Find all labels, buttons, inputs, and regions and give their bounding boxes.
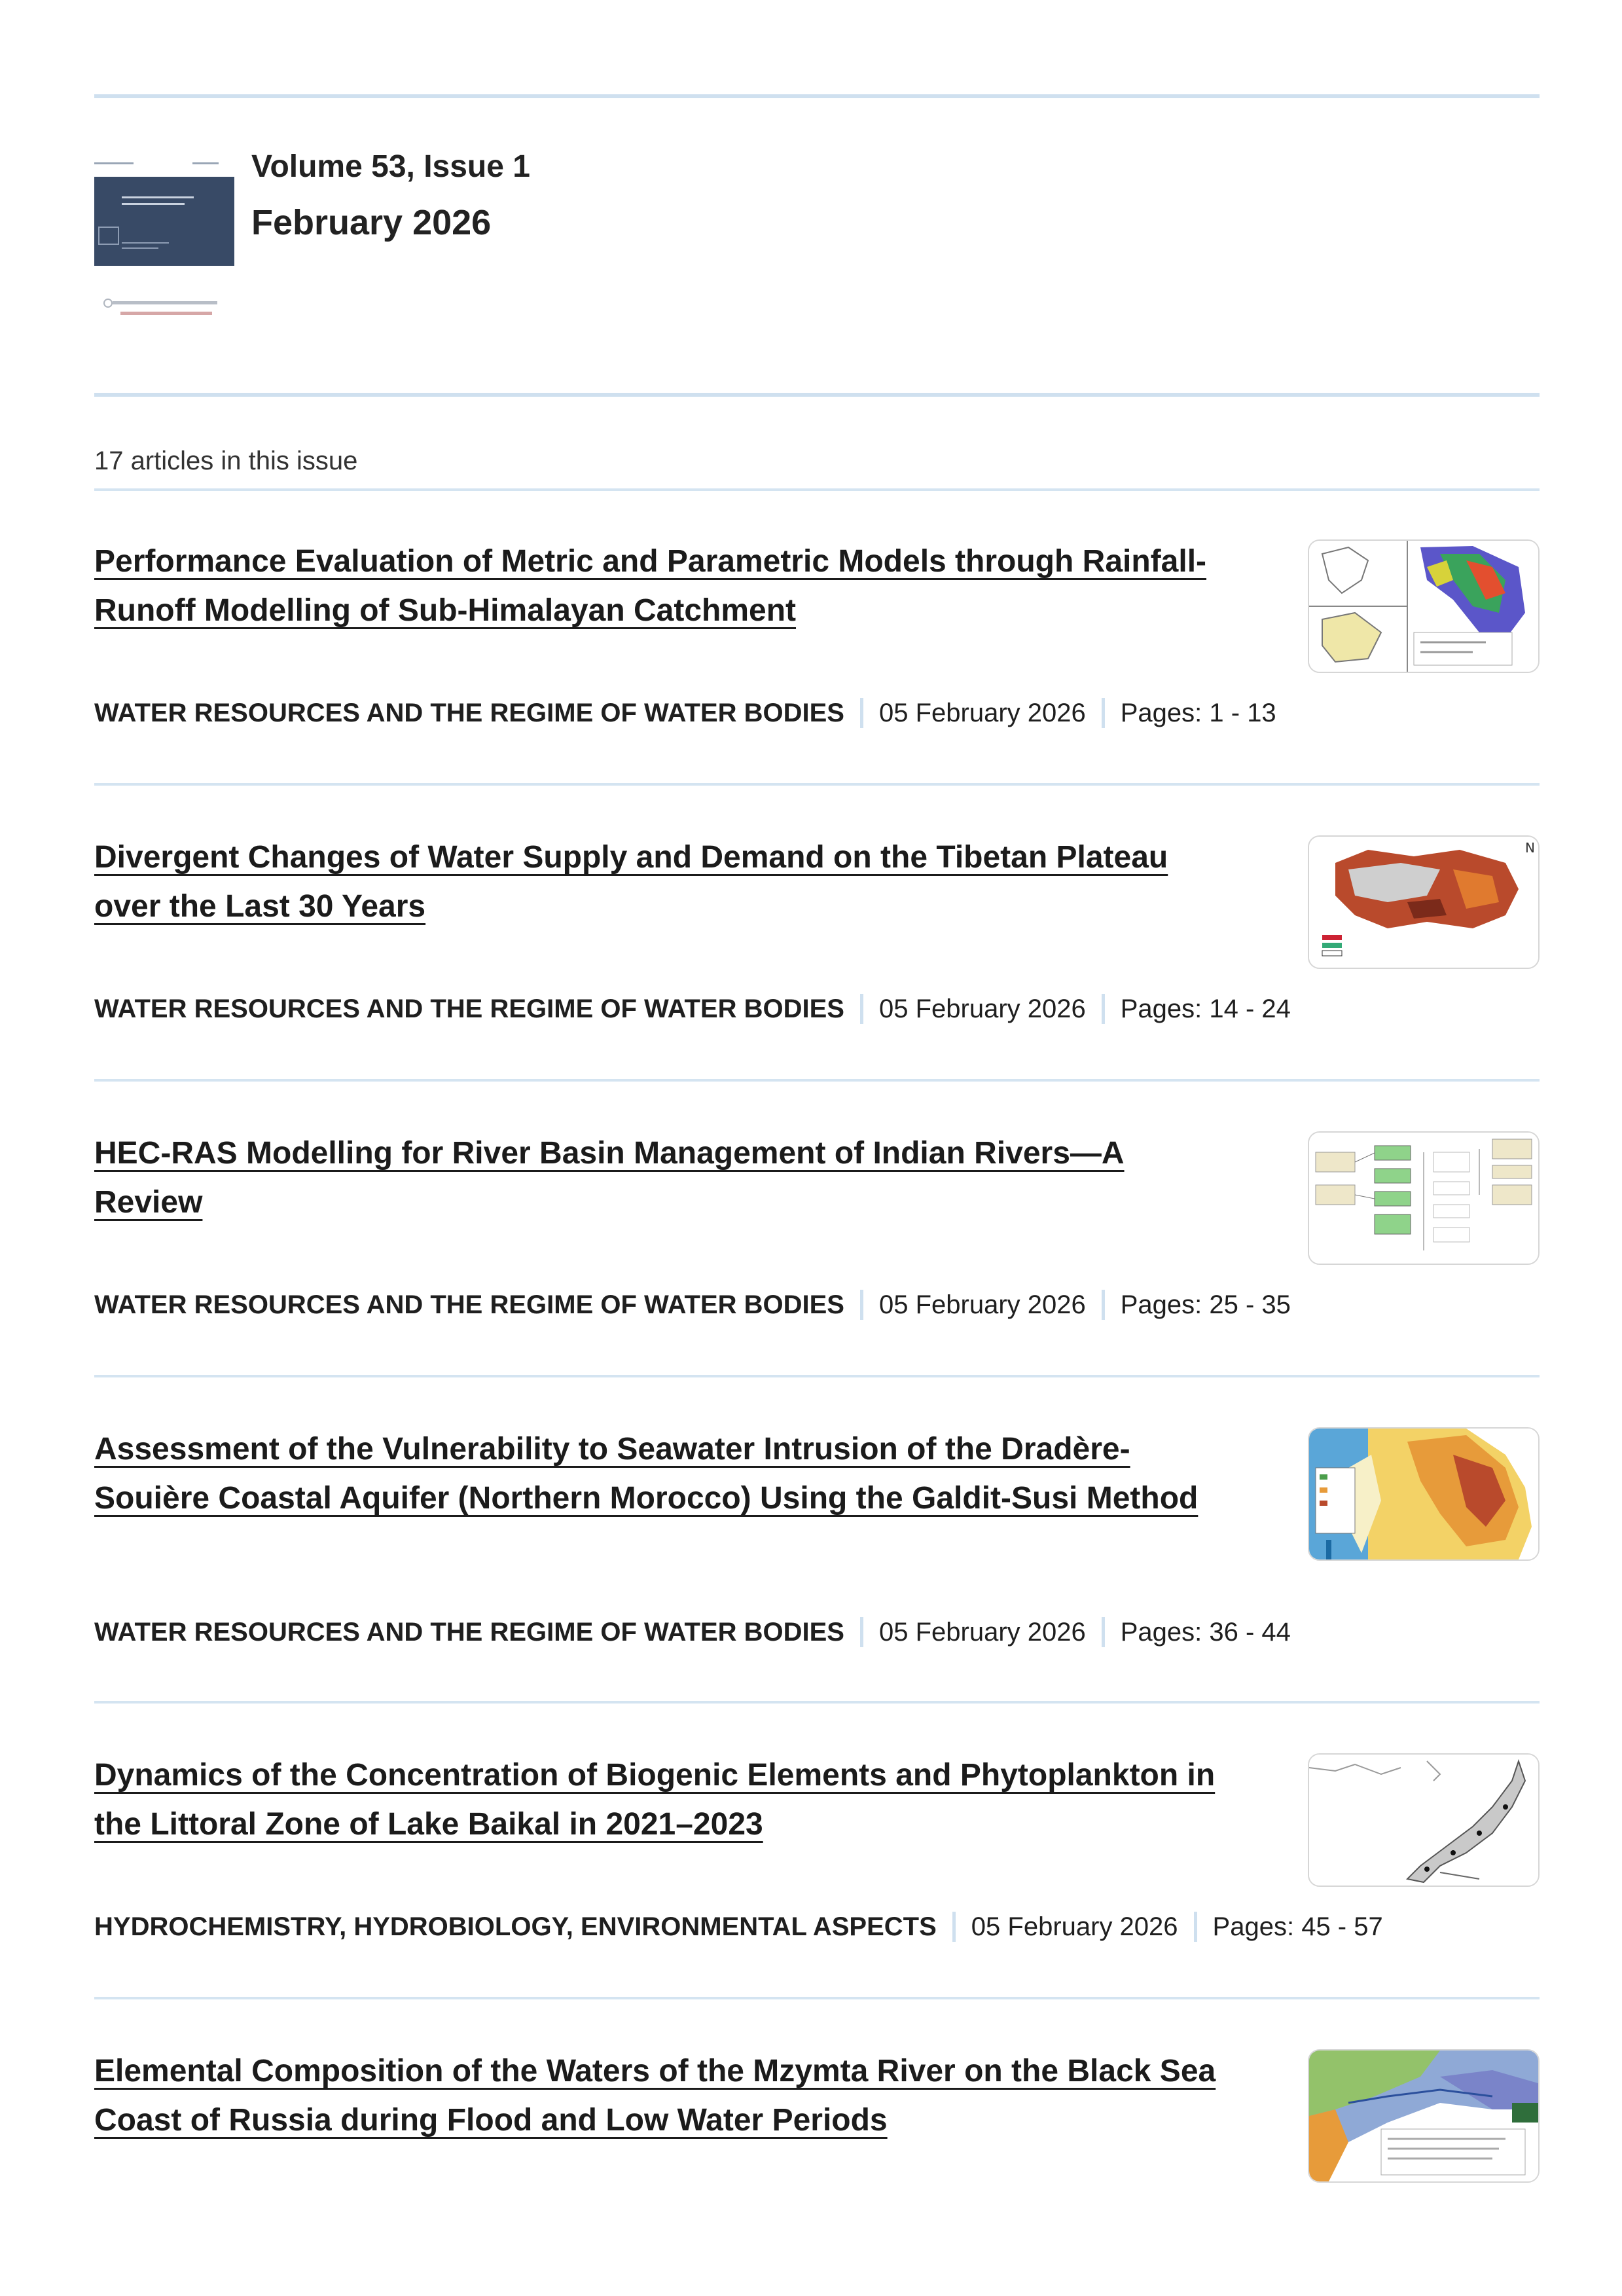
article-title-link[interactable]: Performance Evaluation of Metric and Parametric Models through Rainfall-Runoff Modelling of Sub-Himalayan Catchment <box>94 544 1207 628</box>
article-title-link[interactable]: Divergent Changes of Water Supply and Demand on the Tibetan Plateau over the Last 30 Years <box>94 840 1168 924</box>
article-thumbnail[interactable] <box>1308 2049 1540 2183</box>
volume-issue: Volume 53, Issue 1 <box>251 149 530 184</box>
article-divider <box>94 783 1540 786</box>
publisher-logo <box>113 301 217 304</box>
article-thumbnail[interactable] <box>1308 1427 1540 1561</box>
article-category: WATER RESOURCES AND THE REGIME OF WATER BODIES <box>94 1618 844 1647</box>
article-title-link[interactable]: Elemental Composition of the Waters of the Mzymta River on the Black Sea Coast of Russia during Flood and Low Water Periods <box>94 2054 1216 2138</box>
header-bottom-rule <box>94 393 1540 397</box>
article-divider <box>94 1701 1540 1704</box>
article-thumbnail[interactable] <box>1308 1131 1540 1265</box>
article-item <box>94 1425 1540 1673</box>
article-divider <box>94 1997 1540 1999</box>
article-date: 05 February 2026 <box>878 699 1086 727</box>
cover-panel <box>94 177 234 266</box>
article-item <box>94 1129 1540 1325</box>
article-title-link[interactable]: Dynamics of the Concentration of Biogenic Elements and Phytoplankton in the Littoral Zone of Lake Baikal in 2021–2023 <box>94 1758 1216 1842</box>
article-date: 05 February 2026 <box>878 1290 1086 1319</box>
issue-date: February 2026 <box>251 203 492 242</box>
article-divider <box>94 1079 1540 1082</box>
article-meta <box>94 698 1276 728</box>
article-date: 05 February 2026 <box>878 994 1086 1023</box>
article-pages: Pages: 1 - 13 <box>1120 699 1276 727</box>
article-category: HYDROCHEMISTRY, HYDROBIOLOGY, ENVIRONMENTAL ASPECTS <box>94 1912 937 1941</box>
article-pages: Pages: 45 - 57 <box>1212 1912 1383 1941</box>
article-count: 17 articles in this issue <box>94 446 358 475</box>
article-meta <box>94 1912 1383 1942</box>
article-title-link[interactable]: Assessment of the Vulnerability to Seawater Intrusion of the Dradère-Souière Coastal Aquifer (Northern Morocco) Using the Galdit-Susi Method <box>94 1432 1198 1516</box>
article-date: 05 February 2026 <box>878 1618 1086 1647</box>
article-item <box>94 537 1540 733</box>
article-meta <box>94 1617 1291 1647</box>
article-item <box>94 833 1540 1029</box>
svg-text:N: N <box>1525 840 1535 856</box>
article-pages: Pages: 14 - 24 <box>1120 994 1291 1023</box>
article-thumbnail[interactable] <box>1308 835 1540 969</box>
article-title-link[interactable]: HEC-RAS Modelling for River Basin Management of Indian Rivers—A Review <box>94 1136 1125 1220</box>
article-meta <box>94 994 1291 1024</box>
article-pages: Pages: 36 - 44 <box>1120 1618 1291 1647</box>
article-thumbnail[interactable] <box>1308 539 1540 673</box>
article-pages: Pages: 25 - 35 <box>1120 1290 1291 1319</box>
article-category: WATER RESOURCES AND THE REGIME OF WATER BODIES <box>94 994 844 1023</box>
article-category: WATER RESOURCES AND THE REGIME OF WATER BODIES <box>94 699 844 727</box>
article-meta <box>94 1290 1291 1320</box>
article-item <box>94 1751 1540 1947</box>
list-top-rule <box>94 488 1540 491</box>
journal-cover-thumbnail[interactable] <box>94 155 234 331</box>
article-item <box>94 2047 1540 2191</box>
article-date: 05 February 2026 <box>971 1912 1178 1941</box>
article-thumbnail[interactable] <box>1308 1753 1540 1887</box>
article-divider <box>94 1375 1540 1377</box>
article-category: WATER RESOURCES AND THE REGIME OF WATER BODIES <box>94 1290 844 1319</box>
top-rule <box>94 94 1540 98</box>
